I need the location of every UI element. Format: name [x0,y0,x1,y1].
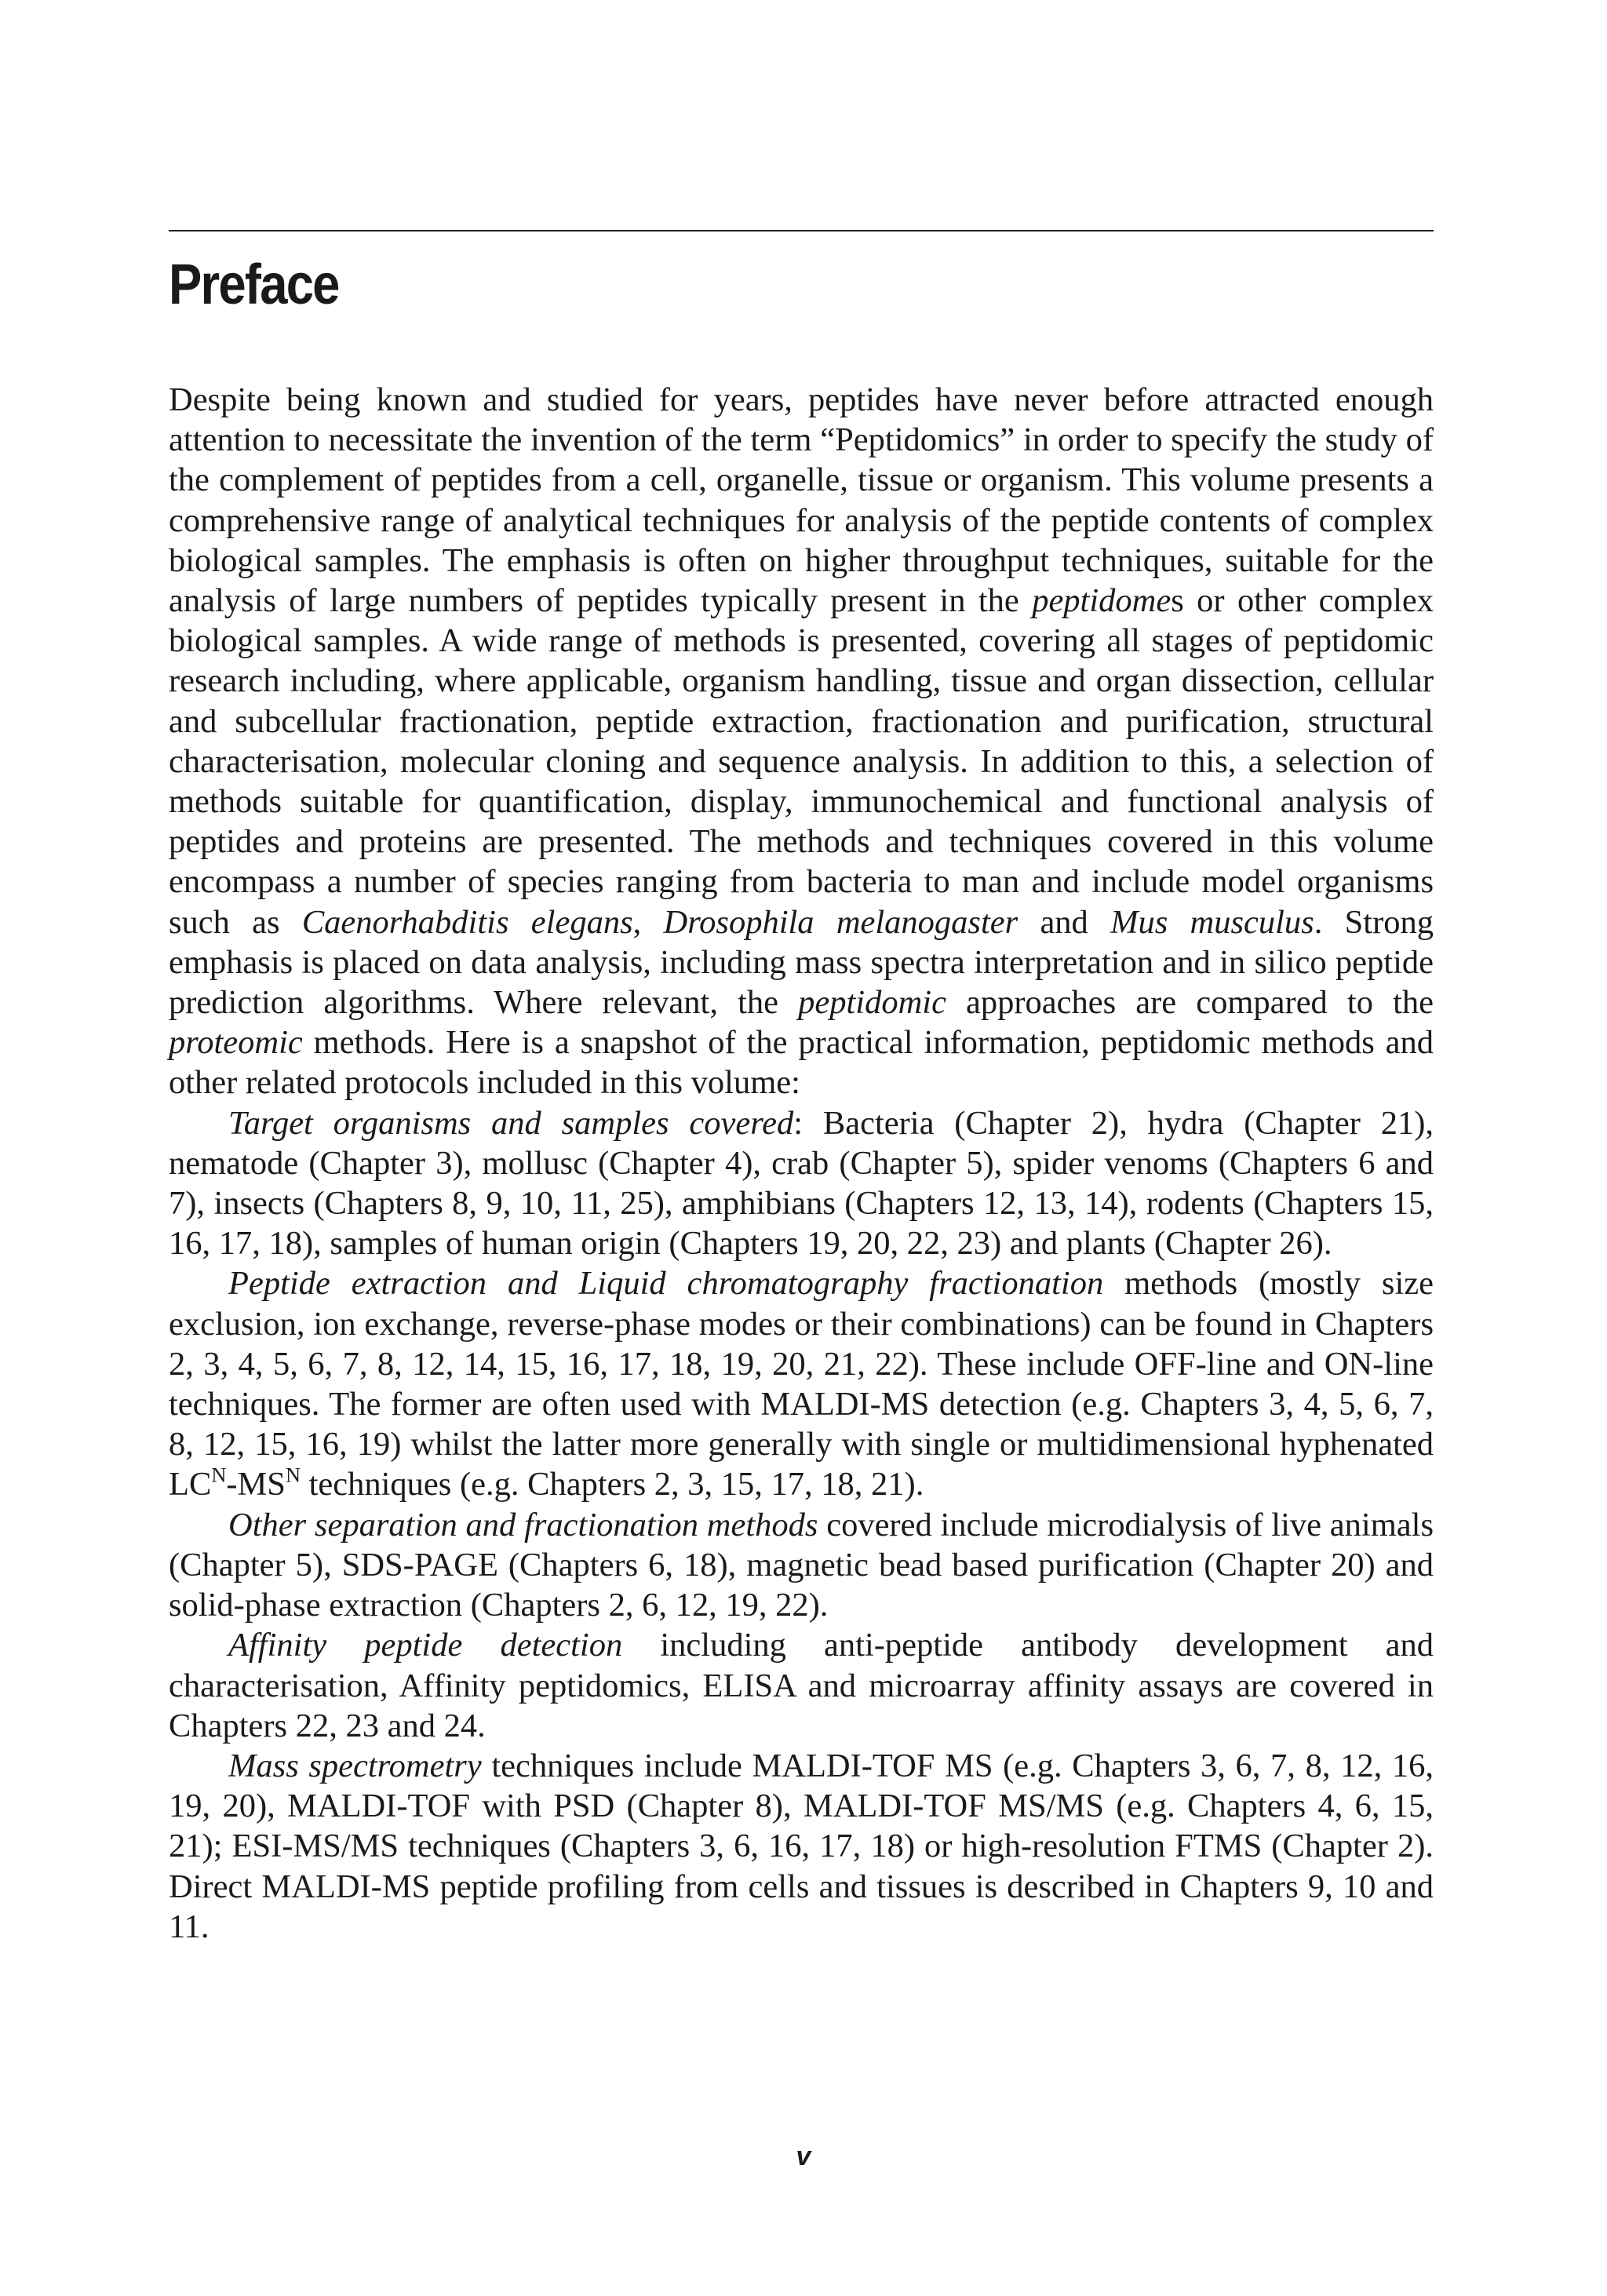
italic-term: peptidomic [798,984,946,1022]
italic-species: Caenorhabditis elegans [301,903,633,941]
paragraph-target-organisms [169,1103,1434,1264]
paragraph-intro [169,380,1434,1103]
italic-heading: Target organisms and samples covered [228,1104,794,1142]
text-run: and [1018,903,1111,941]
text-run: techniques (e.g. Chapters 2, 3, 15, 17, 18, 21). [300,1466,924,1503]
text-run: including anti-peptide antibody development and characterisation, Affinity peptidomics, ELISA and microarray affinity assays are covered in Chapters 22, 23 and 24. [169,1627,1434,1744]
paragraph-other-separation [169,1505,1434,1626]
text-run: approaches are compared to the [946,984,1434,1022]
text-run: methods. Here is a snapshot of the practical information, peptidomic methods and other related protocols included in this volume: [169,1024,1434,1102]
italic-heading: Other separation and fractionation methods [228,1506,818,1543]
text-run: , [632,903,664,941]
preface-body [169,380,1434,1947]
superscript: N [211,1464,227,1488]
italic-heading: Mass spectrometry [228,1747,482,1784]
paragraph-mass-spectrometry [169,1746,1434,1947]
italic-heading: Affinity peptide detection [228,1627,623,1664]
italic-term: proteomic [169,1024,303,1062]
italic-heading: Peptide extraction and Liquid chromatography fractionation [228,1265,1104,1303]
superscript: N [285,1464,301,1488]
text-run: s or other complex biological samples. A wide range of methods is presented, covering all stages of peptidomic research including, where applicable, organism handling, tissue and organ dissection, cellular and subcellular fractionation, peptide extraction, fractionation and purification, structural characterisation, molecular cloning and sequence analysis. In addition to this, a selection of methods suitable for quantification, display, immunochemical and functional analysis of peptides and proteins are presented. The methods and techniques covered in this volume encompass a number of species ranging from bacteria to man and include model organisms such as [169,582,1434,941]
text-run: . Strong emphasis is placed on data analysis, including mass spectra interpretation and in silico peptide prediction algorithms. Where relevant, the [169,903,1434,1022]
text-run: covered include microdialysis of live animals (Chapter 5), SDS-PAGE (Chapters 6, 18), magnetic bead based purification (Chapter 20) and solid-phase extraction (Chapters 2, 6, 12, 19, 22). [169,1506,1434,1624]
paragraph-peptide-extraction [169,1263,1434,1504]
page-title: Preface [169,253,339,316]
paragraph-affinity-detection [169,1625,1434,1746]
text-run: : Bacteria (Chapter 2), hydra (Chapter 21), nematode (Chapter 3), mollusc (Chapter 4), crab (Chapter 5), spider venoms (Chapters 6 and 7), insects (Chapters 8, 9, 10, 11, 25), amphibians (Chapters 12, 13, 14), rodents (Chapters 15, 16, 17, 18), samples of human origin (Chapters 19, 20, 22, 23) and plants (Chapter 26). [169,1104,1434,1263]
italic-term: peptidome [1032,582,1172,620]
italic-species: Drosophila melanogaster [663,903,1018,941]
text-run: -MS [226,1466,286,1503]
text-run: techniques include MALDI-TOF MS (e.g. Chapters 3, 6, 7, 8, 12, 16, 19, 20), MALDI-TOF with PSD (Chapter 8), MALDI-TOF MS/MS (e.g. Chapters 4, 6, 15, 21); ESI-MS/MS techniques (Chapters 3, 6, 16, 17, 18) or high-resolution FTMS (Chapter 2). Direct MALDI-MS peptide profiling from cells and tissues is described in Chapters 9, 10 and 11. [169,1747,1434,1945]
page-number: v [796,2141,811,2171]
header-rule [169,230,1434,231]
italic-species: Mus musculus [1110,903,1314,941]
text-run: methods (mostly size exclusion, ion exchange, reverse-phase modes or their combinations) can be found in Chapters 2, 3, 4, 5, 6, 7, 8, 12, 14, 15, 16, 17, 18, 19, 20, 21, 22). These include OFF-line and ON-line techniques. The former are often used with MALDI-MS detection (e.g. Chapters 3, 4, 5, 6, 7, 8, 12, 15, 16, 19) whilst the latter more generally with single or multidimensional hyphenated LC [169,1265,1434,1503]
text-run: Despite being known and studied for years, peptides have never before attracted enough attention to necessitate the invention of the term “Peptidomics” in order to specify the study of the complement of peptides from a cell, organelle, tissue or organism. This volume presents a comprehensive range of analytical techniques for analysis of the peptide contents of complex biological samples. The emphasis is often on higher throughput techniques, suitable for the analysis of large numbers of peptides typically present in the [169,381,1434,620]
